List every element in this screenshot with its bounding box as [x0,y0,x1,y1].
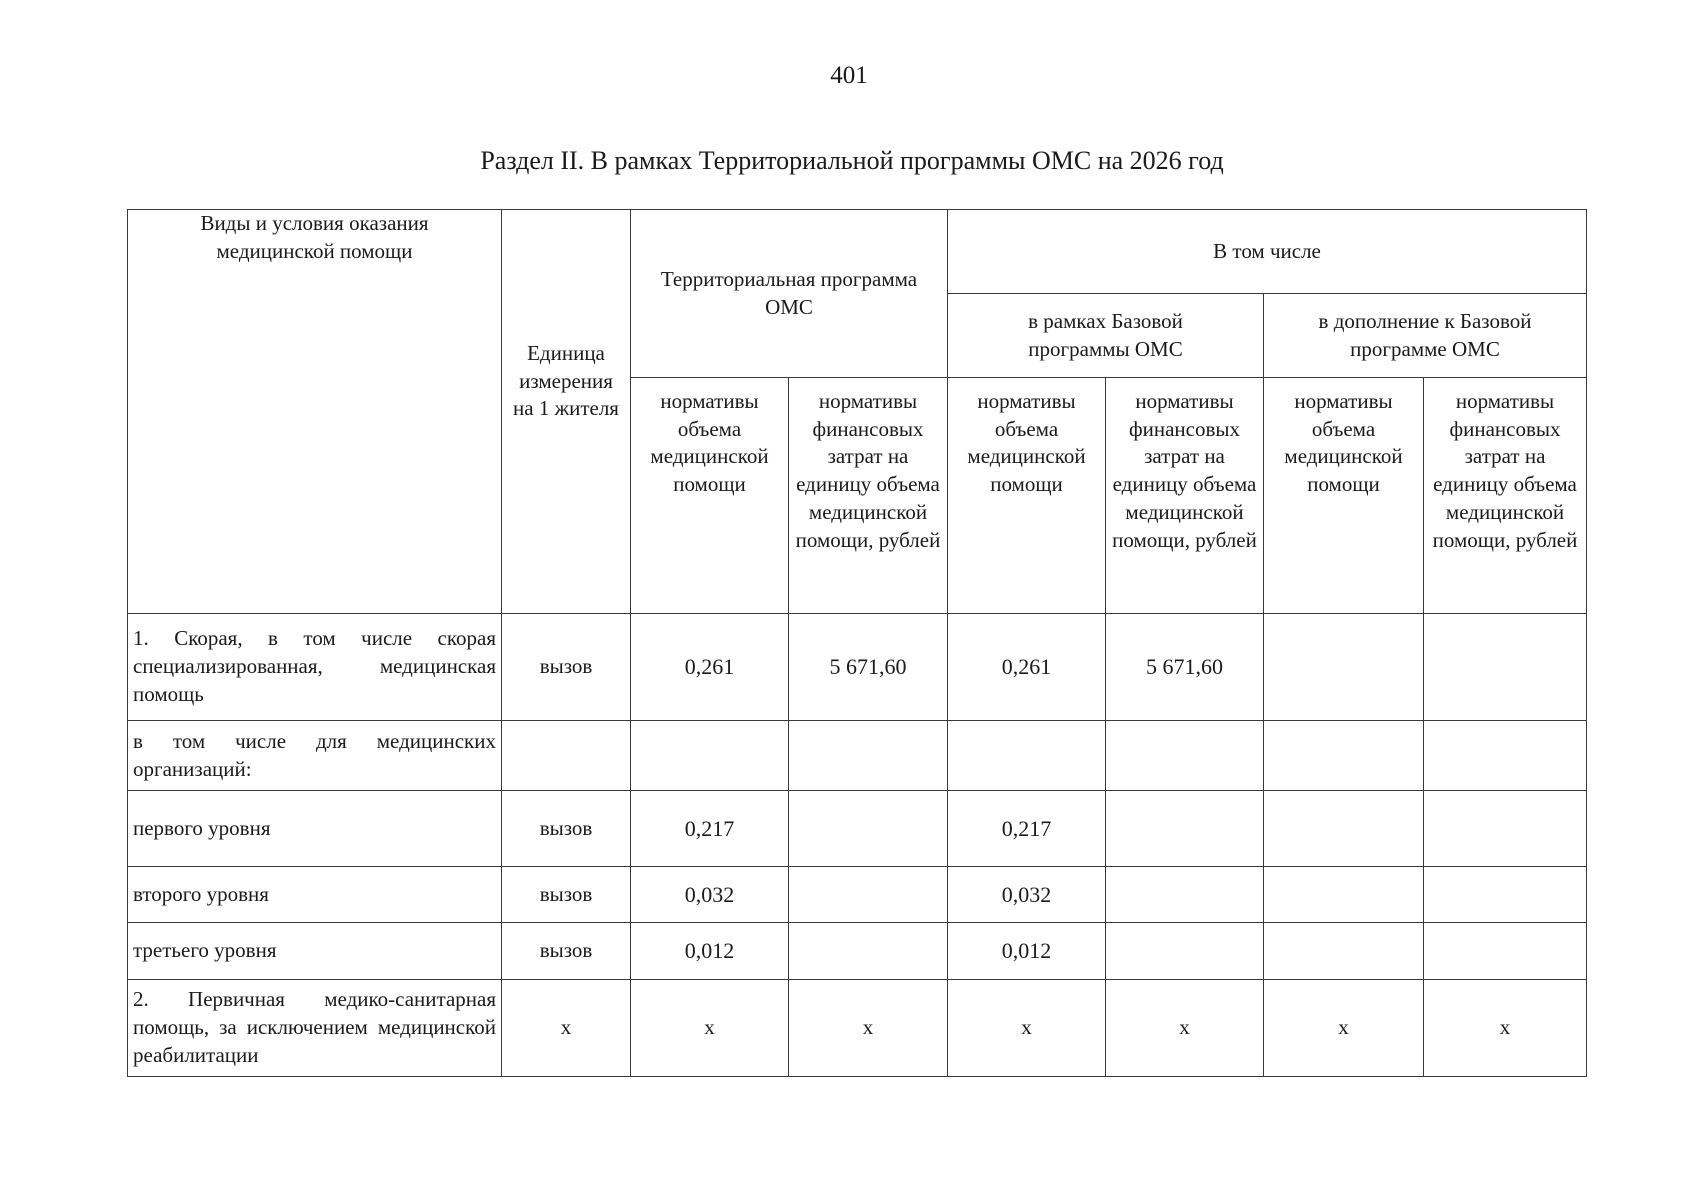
row-terr-volume: 0,012 [631,923,789,980]
page-number: 401 [830,62,868,89]
table-row [128,791,1587,867]
table-row [128,867,1587,923]
row-supp-volume: х [1264,980,1424,1077]
row-supp-volume [1264,614,1424,721]
row-terr-volume: 0,032 [631,867,789,923]
row-supp-volume [1264,721,1424,791]
row-basic-volume: 0,261 [948,614,1106,721]
row-basic-cost [1106,923,1264,980]
norms-table [127,209,1587,1077]
header-territorial: Территориальная программа ОМС [660,266,918,319]
row-terr-volume: 0,261 [631,614,789,721]
row-supp-volume [1264,923,1424,980]
header-basic-cell [948,294,1264,378]
row-supp-cost: х [1424,980,1587,1077]
row-supp-cost [1424,867,1587,923]
row-terr-cost [789,721,948,791]
row-supp-cost [1424,614,1587,721]
row-label: в том числе для медицинских организаций: [128,721,502,791]
row-supp-cost [1424,791,1587,867]
header-unit: Единица измерения на 1 жителя [513,340,619,421]
row-basic-volume: 0,217 [948,791,1106,867]
header-row-1 [128,210,1587,294]
row-terr-cost [789,791,948,867]
header-terr-volume: нормативы объема медицинской помощи [631,378,789,614]
row-basic-cost [1106,791,1264,867]
row-basic-volume: 0,032 [948,867,1106,923]
header-supplement: в дополнение к Базовой программе ОМС [1318,308,1532,361]
row-unit: вызов [502,791,631,867]
row-label: третьего уровня [128,923,502,980]
row-basic-cost [1106,867,1264,923]
row-terr-cost: 5 671,60 [789,614,948,721]
row-supp-cost [1424,721,1587,791]
row-terr-volume [631,721,789,791]
row-unit: вызов [502,923,631,980]
row-unit: вызов [502,867,631,923]
table-row [128,980,1587,1077]
row-basic-cost [1106,721,1264,791]
header-basic-cost: нормативы финансовых затрат на единицу объема медицинской помощи, рублей [1106,378,1264,614]
row-unit: вызов [502,614,631,721]
row-basic-cost: х [1106,980,1264,1077]
header-types: Виды и условия оказания медицинской помощи [200,211,429,263]
header-types-cell [128,210,502,614]
row-unit: х [502,980,631,1077]
row-supp-volume [1264,867,1424,923]
row-label: второго уровня [128,867,502,923]
row-supp-cost [1424,923,1587,980]
table-row [128,721,1587,791]
table-row [128,614,1587,721]
header-including: В том числе [1213,238,1321,263]
header-supp-volume: нормативы объема медицинской помощи [1264,378,1424,614]
header-basic-volume: нормативы объема медицинской помощи [948,378,1106,614]
row-label: 1. Скорая, в том числе скорая специализированная, медицинская помощь [128,614,502,721]
table-row [128,923,1587,980]
header-territorial-cell [631,210,948,378]
header-supplement-cell [1264,294,1587,378]
row-unit [502,721,631,791]
row-terr-cost [789,923,948,980]
row-basic-volume: х [948,980,1106,1077]
header-including-cell [948,210,1587,294]
header-basic: в рамках Базовой программы ОМС [1028,308,1183,361]
row-terr-volume: 0,217 [631,791,789,867]
row-basic-volume [948,721,1106,791]
row-label: 2. Первичная медико-санитарная помощь, за исключением медицинской реабилитации [128,980,502,1077]
row-terr-cost [789,867,948,923]
row-basic-cost: 5 671,60 [1106,614,1264,721]
row-terr-cost: х [789,980,948,1077]
section-title: Раздел II. В рамках Территориальной программы ОМС на 2026 год [480,146,1224,175]
header-terr-cost: нормативы финансовых затрат на единицу объема медицинской помощи, рублей [789,378,948,614]
row-terr-volume: х [631,980,789,1077]
header-unit-cell [502,210,631,614]
row-supp-volume [1264,791,1424,867]
row-basic-volume: 0,012 [948,923,1106,980]
header-supp-cost: нормативы финансовых затрат на единицу объема медицинской помощи, рублей [1424,378,1587,614]
row-label: первого уровня [128,791,502,867]
